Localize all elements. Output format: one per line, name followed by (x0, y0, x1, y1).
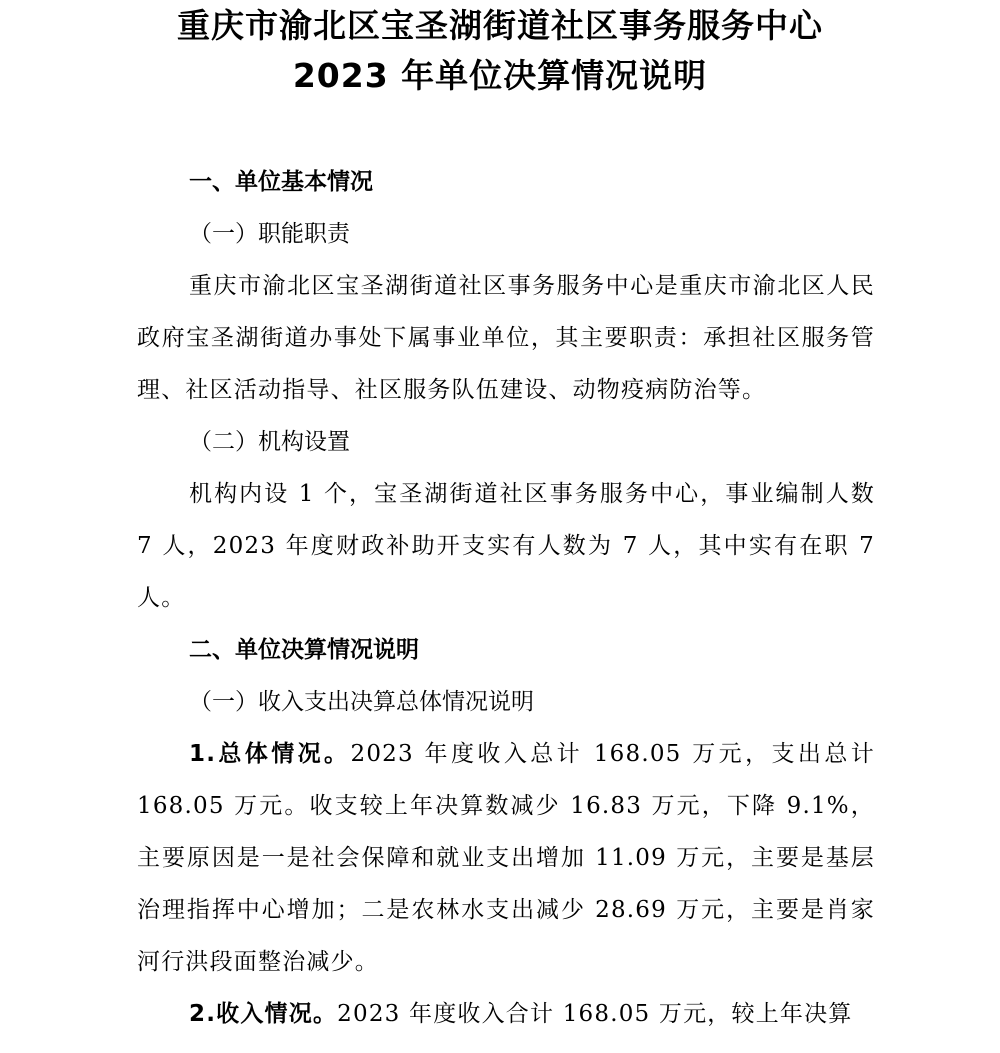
paragraph-text-overall: 2023 年度收入总计 168.05 万元，支出总计 168.05 万元。收支较上年决算数减少 16.83 万元，下降 9.1%，主要原因是一是社会保障和就业支出增加 11.09 万元，主要是基层治理指挥中心增加；二是农林水支出减少 28.69 万元，主要是肖家河行洪段面整治减少。 (137, 741, 875, 975)
section1-sub1-heading: （一）职能职责 (189, 221, 350, 247)
document-title-line1: 重庆市渝北区宝圣湖街道社区事务服务中心 (177, 6, 823, 45)
document-body (137, 156, 875, 1040)
section1-sub2-heading: （二）机构设置 (189, 429, 350, 455)
section2-heading: 二、单位决算情况说明 (189, 637, 419, 663)
paragraph-text-income: 2023 年度收入合计 168.05 万元，较上年决算 (337, 1001, 853, 1027)
section1-sub2-paragraph: 机构内设 1 个，宝圣湖街道社区事务服务中心，事业编制人数 7 人，2023 年度财政补助开支实有人数为 7 人，其中实有在职 7 人。 (137, 481, 875, 611)
section2-paragraph-overall (137, 728, 875, 988)
section1-sub1-paragraph: 重庆市渝北区宝圣湖街道社区事务服务中心是重庆市渝北区人民政府宝圣湖街道办事处下属事业单位，其主要职责：承担社区服务管理、社区活动指导、社区服务队伍建设、动物疫病防治等。 (137, 273, 875, 403)
section2-sub1-heading: （一）收入支出决算总体情况说明 (189, 689, 534, 715)
document-title-line2: 2023 年单位决算情况说明 (292, 56, 708, 95)
paragraph-lead-overall: 1.总体情况。 (189, 741, 351, 767)
section2-paragraph-income (137, 988, 875, 1040)
paragraph-lead-income: 2.收入情况。 (189, 1001, 338, 1027)
section1-heading: 一、单位基本情况 (189, 169, 373, 195)
